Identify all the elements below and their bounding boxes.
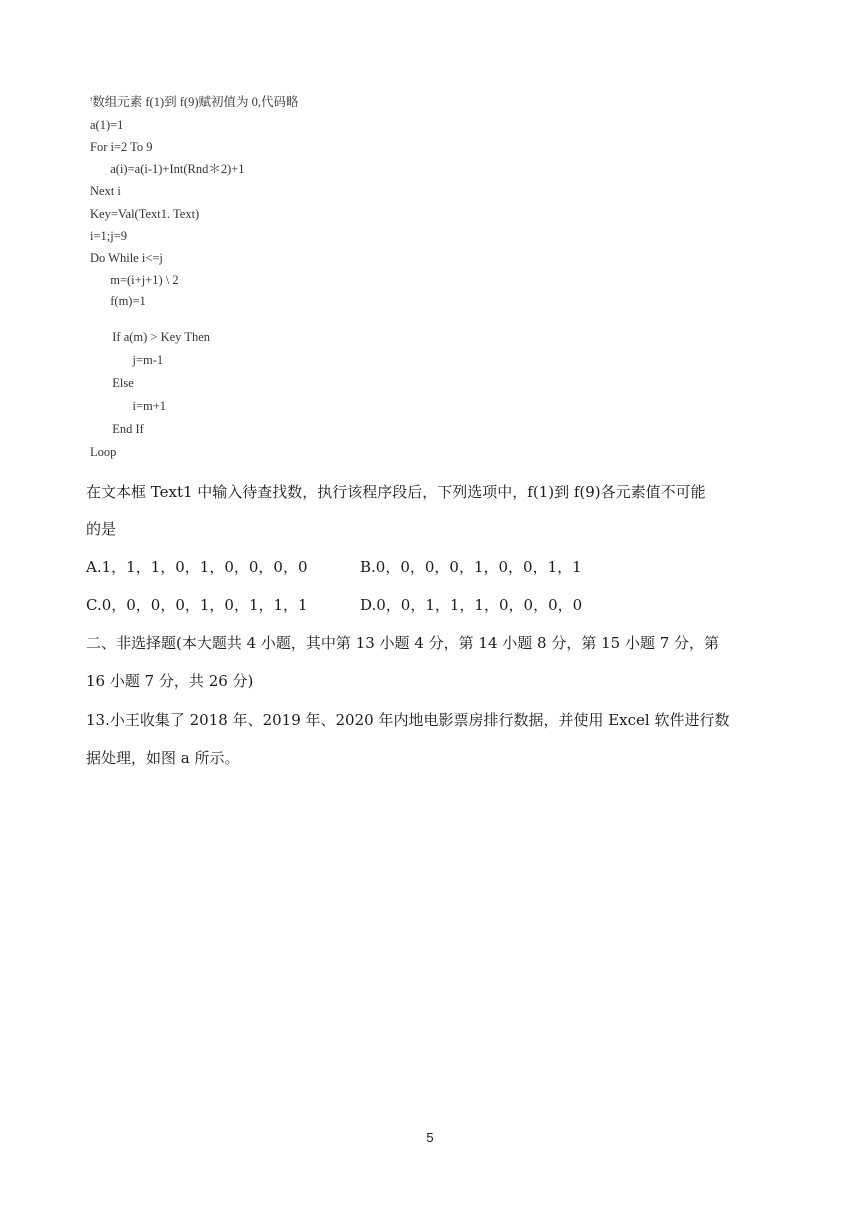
question-text: 的是 — [86, 520, 117, 538]
question-13: 据处理，如图 a 所示。 — [86, 749, 240, 767]
option-a: A.1，1，1，0，1，0，0，0，0 — [86, 558, 308, 576]
code-line: For i=2 To 9 — [90, 140, 153, 154]
code-line: f(m)=1 — [104, 294, 146, 308]
code-line: a(1)=1 — [90, 118, 124, 132]
page-number: 5 — [426, 1130, 434, 1145]
question-13: 13.小王收集了 2018 年、2019 年、2020 年内地电影票房排行数据，并使用 Excel 软件进行数 — [86, 711, 730, 729]
code-line: If a(m) > Key Then — [106, 330, 211, 344]
code-line: i=1;j=9 — [90, 229, 128, 243]
code-line: Do While i<=j — [90, 251, 163, 265]
code-line: Loop — [90, 445, 117, 459]
code-line: '数组元素 f(1)到 f(9)赋初值为 0,代码略 — [90, 95, 299, 109]
code-line: Next i — [90, 184, 121, 198]
code-line: End If — [106, 422, 144, 436]
code-line: i=m+1 — [120, 399, 167, 413]
option-c: C.0，0，0，0，1，0，1，1，1 — [86, 596, 308, 614]
question-text: 在文本框 Text1 中输入待查找数，执行该程序段后，下列选项中，f(1)到 f(9)各元素值不可能 — [86, 483, 706, 501]
option-b: B.0，0，0，0，1，0，0，1，1 — [360, 558, 582, 576]
section-heading: 16 小题 7 分，共 26 分) — [86, 672, 254, 690]
code-line: Key=Val(Text1. Text) — [90, 207, 200, 221]
code-line: j=m-1 — [120, 353, 164, 367]
code-line: Else — [106, 376, 134, 390]
code-line: a(i)=a(i-1)+Int(Rnd＊2)+1 — [104, 162, 245, 176]
option-d: D.0，0，1，1，1，0，0，0，0 — [360, 596, 583, 614]
code-line: m=(i+j+1) \ 2 — [104, 273, 179, 287]
section-heading: 二、非选择题(本大题共 4 小题，其中第 13 小题 4 分，第 14 小题 8 分，第 15 小题 7 分，第 — [86, 634, 720, 652]
